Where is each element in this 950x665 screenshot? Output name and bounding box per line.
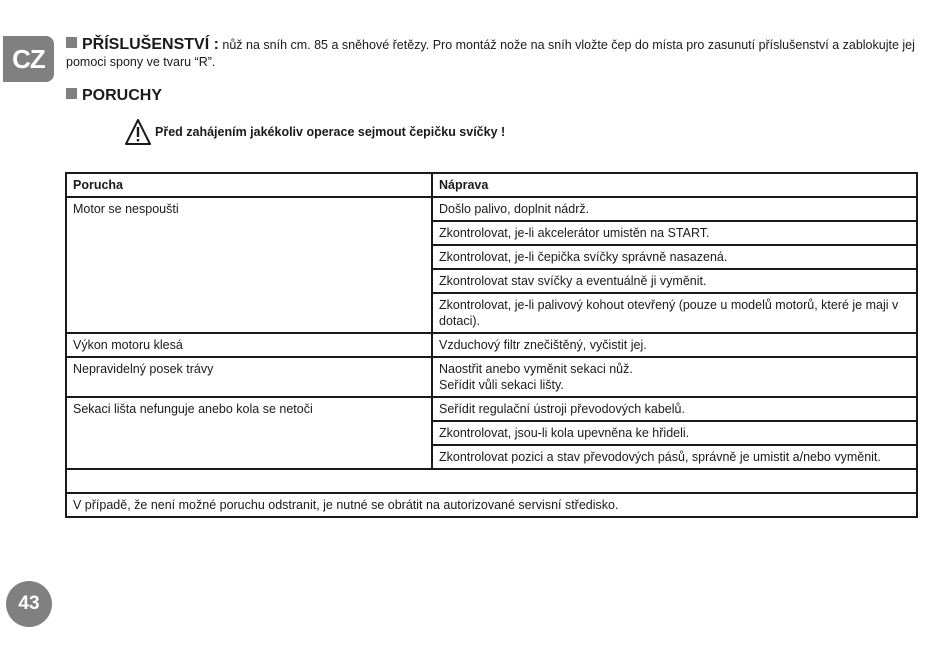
remedy-cell: Zkontrolovat pozici a stav převodových pásů, správně je umistit a/nebo vyměnit. <box>432 445 917 469</box>
table-row <box>66 357 917 397</box>
accessories-section <box>66 36 921 71</box>
remedy-cell: Naostřit anebo vyměnit sekaci nůž. Seřídit vůli sekaci lišty. <box>432 357 917 397</box>
remedy-cell: Došlo palivo, doplnit nádrž. <box>432 197 917 221</box>
table-row <box>66 333 917 357</box>
footer-note: V případě, že není možné poruchu odstranit, je nutné se obrátit na autorizované servisní středisko. <box>66 493 917 517</box>
table-header-row <box>66 173 917 197</box>
remedy-cell: Vzduchový filtr znečištěný, vyčistit jej. <box>432 333 917 357</box>
warning-text: Před zahájením jakékoliv operace sejmout čepičku svíčky ! <box>155 125 506 139</box>
warning-notice <box>124 118 505 146</box>
remedy-cell: Seřídit regulační ústroji převodových kabelů. <box>432 397 917 421</box>
empty-cell <box>66 469 917 493</box>
fault-cell: Nepravidelný posek trávy <box>66 357 432 397</box>
troubleshooting-table <box>65 172 918 518</box>
remedy-cell: Zkontrolovat, jsou-li kola upevněna ke hřideli. <box>432 421 917 445</box>
remedy-cell: Zkontrolovat stav svíčky a eventuálně ji vyměnit. <box>432 269 917 293</box>
header-remedy: Náprava <box>432 173 917 197</box>
remedy-cell: Zkontrolovat, je-li palivový kohout otevřený (pouze u modelů motorů, které je maji v dotaci). <box>432 293 917 333</box>
warning-triangle-icon <box>124 118 152 146</box>
fault-cell: Výkon motoru klesá <box>66 333 432 357</box>
remedy-cell: Zkontrolovat, je-li akcelerátor umistěn na START. <box>432 221 917 245</box>
fault-cell: Motor se nespoušti <box>66 197 432 333</box>
empty-row <box>66 469 917 493</box>
bullet-square-icon <box>66 88 77 99</box>
page-number: 43 <box>6 581 52 627</box>
accessories-heading: PŘÍSLUŠENSTVÍ : <box>82 36 219 53</box>
header-fault: Porucha <box>66 173 432 197</box>
bullet-square-icon <box>66 37 77 48</box>
table-row <box>66 397 917 421</box>
faults-heading: PORUCHY <box>82 87 163 104</box>
accessories-text: nůž na sníh cm. 85 a sněhové řetězy. Pro montáž nože na sníh vložte čep do místa pro zasunutí příslušenství a zablokujte jej pomoci spony ve tvaru “R”. <box>66 38 915 69</box>
remedy-cell: Zkontrolovat, je-li čepička svíčky správně nasazená. <box>432 245 917 269</box>
footer-row <box>66 493 917 517</box>
fault-cell: Sekaci lišta nefunguje anebo kola se netoči <box>66 397 432 469</box>
table-row <box>66 197 917 221</box>
faults-heading-block <box>66 87 162 105</box>
language-tab: CZ <box>3 36 54 82</box>
